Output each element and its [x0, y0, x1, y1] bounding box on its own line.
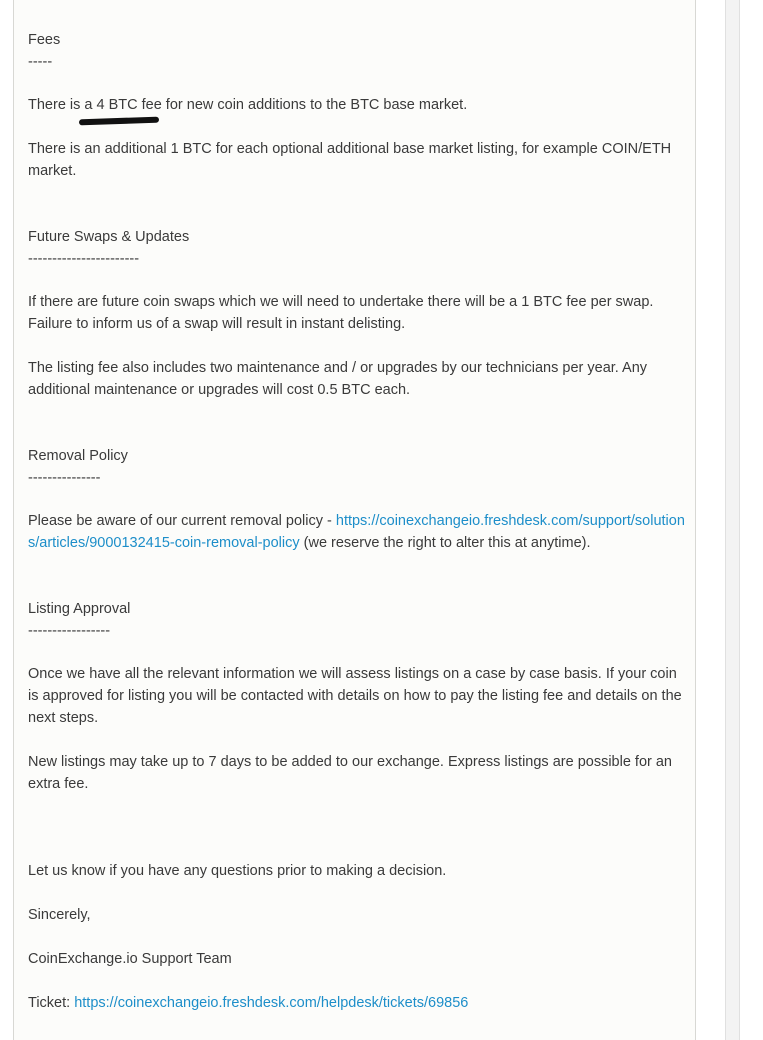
approval-paragraph-1: Once we have all the relevant information we will assess listings on a case by case basis. If your coin is approved for listing you will be contacted with details on how to pay the listing fee and details on the next steps. [28, 666, 682, 726]
scrollbar[interactable] [725, 0, 740, 1040]
fees-paragraph-2: There is an additional 1 BTC for each optional additional base market listing, for example COIN/ETH market. [28, 141, 672, 179]
ticket-label: Ticket: [28, 995, 75, 1011]
fees-divider: ----- [28, 54, 53, 70]
swaps-paragraph-2: The listing fee also includes two maintenance and / or upgrades by our technicians per year. Any additional maintenance or upgrades will cost 0.5 BTC each. [28, 360, 648, 398]
support-team: CoinExchange.io Support Team [28, 951, 232, 967]
fees-heading: Fees [28, 32, 61, 48]
fees-paragraph-1: There is a 4 BTC fee for new coin additions to the BTC base market. [28, 97, 468, 113]
ticket-line [28, 992, 468, 1014]
removal-policy-link[interactable]: https://coinexchangeio.freshdesk.com/support/solutions/articles/9000132415-coin-removal-policy [28, 513, 685, 551]
removal-paragraph [28, 510, 688, 554]
approval-heading: Listing Approval [28, 601, 131, 617]
removal-text-after: (we reserve the right to alter this at anytime). [299, 535, 591, 551]
signoff: Sincerely, [28, 907, 91, 923]
removal-divider: --------------- [28, 470, 101, 486]
swaps-paragraph-1: If there are future coin swaps which we will need to undertake there will be a 1 BTC fee per swap. Failure to inform us of a swap will result in instant delisting. [28, 294, 654, 332]
approval-paragraph-2: New listings may take up to 7 days to be added to our exchange. Express listings are possible for an extra fee. [28, 754, 672, 792]
removal-text-before: Please be aware of our current removal policy - [28, 513, 336, 529]
removal-heading: Removal Policy [28, 448, 128, 464]
approval-divider: ----------------- [28, 623, 111, 639]
swaps-divider: ----------------------- [28, 251, 140, 267]
questions-line: Let us know if you have any questions prior to making a decision. [28, 863, 447, 879]
ticket-link[interactable]: https://coinexchangeio.freshdesk.com/helpdesk/tickets/69856 [74, 995, 469, 1011]
swaps-heading: Future Swaps & Updates [28, 229, 190, 245]
